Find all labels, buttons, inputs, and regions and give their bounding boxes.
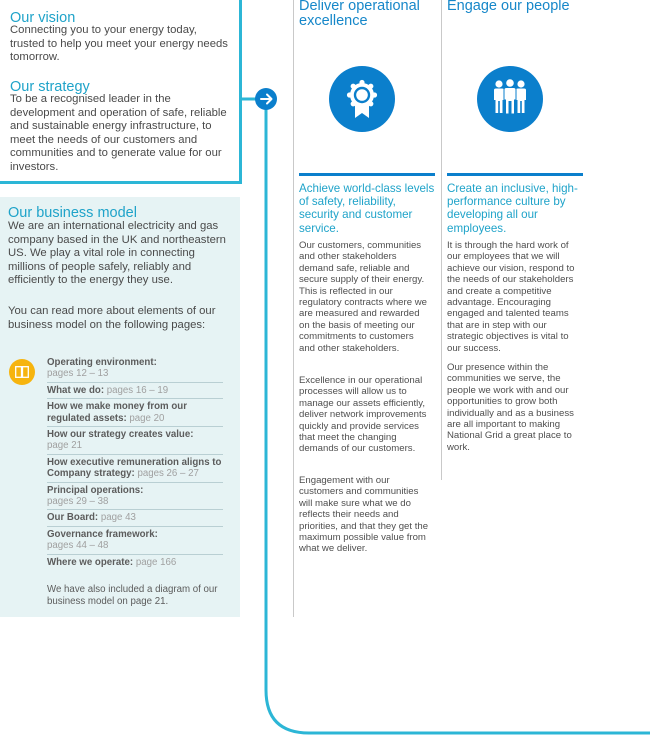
list-item[interactable] xyxy=(47,527,223,555)
ref-pages: pages 44 – 48 xyxy=(47,540,109,552)
medal-icon xyxy=(329,66,395,132)
ref-pages: pages 12 – 13 xyxy=(47,368,109,380)
column-divider xyxy=(441,0,442,480)
ref-label: How our strategy creates value: xyxy=(47,429,194,441)
ref-pages: page 43 xyxy=(100,512,136,524)
column-paragraph: Our presence within the communities we serve, the people we work with and our opportunities to grow both individually and as a business are all important to making National Grid a great place to work. xyxy=(447,362,574,453)
list-item[interactable] xyxy=(47,455,223,483)
ref-pages: page 20 xyxy=(129,412,165,424)
ref-label: Operating environment: xyxy=(47,357,157,368)
ref-pages: pages 26 – 27 xyxy=(137,468,199,480)
column-aim: Achieve world-class levels of safety, reliability, security and customer service. xyxy=(299,182,435,235)
ref-pages: pages 29 – 38 xyxy=(47,496,109,508)
vision-title: Our vision xyxy=(10,10,76,26)
list-item[interactable] xyxy=(47,427,223,455)
people-icon xyxy=(477,66,543,132)
ref-pages: pages 16 – 19 xyxy=(106,384,169,396)
ref-pages: page 21 xyxy=(47,440,83,452)
business-model-text: We are an international electricity and gas company based in the UK and northeastern US. We play a vital role in connecting millions of people safely, reliably and efficiently to the energy they use. xyxy=(8,220,226,287)
strategy-text: To be a recognised leader in the development and operation of safe, reliable and sustainable energy infrastructure, to meet the needs of our customers and communities and to generate value for our investors. xyxy=(10,93,227,173)
business-model-title: Our business model xyxy=(8,205,137,221)
list-item[interactable] xyxy=(47,555,223,570)
page-reference-list xyxy=(47,355,223,570)
column-aim: Create an inclusive, high-performance culture by developing all our employees. xyxy=(447,182,578,235)
ref-label: Governance framework: xyxy=(47,528,158,540)
ref-label: How executive remuneration aligns to Company strategy: xyxy=(47,456,222,480)
book-icon xyxy=(9,359,35,385)
list-item[interactable] xyxy=(47,383,223,399)
ref-label: What we do: xyxy=(47,384,105,396)
vision-text: Connecting you to your energy today, trusted to help you meet your energy needs tomorrow. xyxy=(10,24,228,64)
column-paragraph: Excellence in our operational processes will allow us to manage our assets efficiently, deliver network improvements quickly and provide services that meet the changing demands of our customers. xyxy=(299,375,427,455)
ref-label: Where we operate: xyxy=(47,556,134,568)
ref-label: Principal operations: xyxy=(47,484,144,496)
ref-pages: page 166 xyxy=(135,556,177,568)
section-rule xyxy=(299,173,435,176)
list-item[interactable] xyxy=(47,399,223,427)
column-paragraph: Our customers, communities and other stakeholders demand safe, reliable and secure supply of their energy. This is reflected in our regulatory contracts where we are measured and rewarded on the basis of meeting our commitments to customers and other stakeholders. xyxy=(299,240,427,354)
ref-label: Our Board: xyxy=(47,512,99,524)
column-divider xyxy=(293,0,294,617)
column-title-operational-excellence: Deliver operational excellence xyxy=(299,0,420,29)
ref-label: How we make money from our regulated assets: xyxy=(47,401,187,424)
list-item[interactable] xyxy=(47,483,223,511)
business-model-more-text: You can read more about elements of our business model on the following pages: xyxy=(8,305,216,331)
column-title-engage-people: Engage our people xyxy=(447,0,570,14)
diagram-note: We have also included a diagram of our business model on page 21. xyxy=(47,584,218,607)
list-item[interactable] xyxy=(47,355,223,383)
list-item[interactable] xyxy=(47,510,223,526)
strategy-title: Our strategy xyxy=(10,79,90,95)
section-rule xyxy=(447,173,583,176)
column-paragraph: It is through the hard work of our employees that we will achieve our vision, respond to the needs of our stakeholders and create a competitive advantage. Encouraging engaged and talented teams that are in step with our strategic objectives is vital to our success. xyxy=(447,240,575,354)
column-paragraph: Engagement with our customers and communities will make sure what we do reflects their needs and priorities, and that they get the maximum possible value from what we deliver. xyxy=(299,475,429,555)
